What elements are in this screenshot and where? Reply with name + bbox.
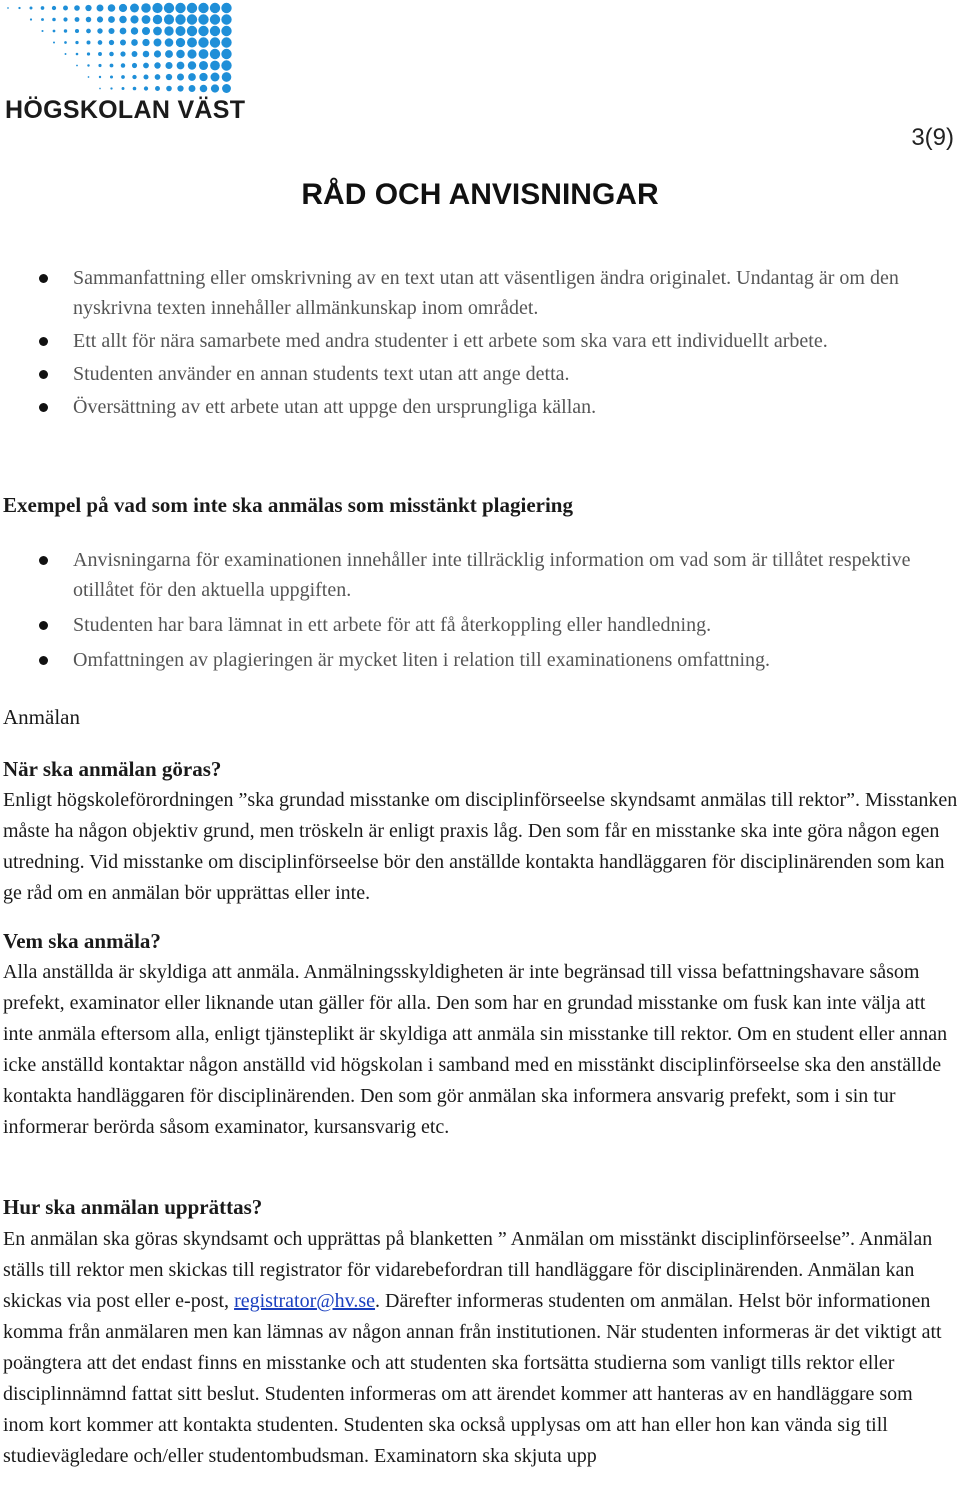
logo-dot <box>130 4 139 13</box>
bullet-icon <box>39 370 48 379</box>
logo-dot <box>153 27 162 36</box>
subheading-who: Vem ska anmäla? <box>3 929 161 953</box>
subheading-when: När ska anmälan göras? <box>3 757 222 781</box>
logo-dot <box>143 63 149 69</box>
logo-dot <box>86 29 91 34</box>
subheading-how: Hur ska anmälan upprättas? <box>3 1195 263 1219</box>
logo-dot <box>211 73 220 82</box>
logo-dot <box>221 26 231 36</box>
logo-dot <box>187 14 197 24</box>
section-heading-anmalan: Anmälan <box>3 705 80 729</box>
logo-dot <box>52 18 56 22</box>
logo-dot <box>65 53 67 55</box>
logo-dot <box>130 15 138 23</box>
logo-dot <box>131 39 138 46</box>
list-item: Studenten använder en annan students text utan att ange detta. <box>0 359 950 389</box>
logo-dot <box>141 3 151 13</box>
logo-dot <box>187 26 197 36</box>
logo-dot <box>63 17 67 21</box>
logo-dot <box>221 14 231 24</box>
logo-dot <box>41 6 45 10</box>
logo-dot <box>221 37 231 47</box>
logo-dot <box>154 39 162 47</box>
logo-dot <box>198 3 208 13</box>
list-item: Studenten har bara lämnat in ett arbete för att få återkoppling eller handledning. <box>0 610 950 640</box>
logo-dot <box>109 52 114 57</box>
paragraph-who: Alla anställda är skyldiga att anmäla. Anmälningsskyldigheten är inte begränsad till vissa befattningshavare såsom prefekt, examinator eller liknande utan gäller för alla. Den som har en grundad misstanke om fusk kan inte välja att inte anmäla eftersom alla, enligt tjänsteplikt är skyldiga att anmäla sin misstanke till rektor. Om en student eller annan icke anställd kontaktar någon anställd vid högskolan i samband med en misstänkt disciplinförseelse ska den anställde kontakta handläggaren för disciplinärenden. Den som gör anmälan ska informera ansvarig prefekt, som i sin tur informerar berörda såsom examinator, kursansvarig etc. <box>3 961 948 1138</box>
logo-dot <box>121 63 125 67</box>
logo-dot <box>166 74 172 80</box>
logo-dot <box>153 15 162 24</box>
bullet-icon <box>39 621 48 630</box>
logo-dot <box>199 61 208 70</box>
logo-dot <box>144 86 148 90</box>
logo-dot <box>132 51 138 57</box>
logo-dot <box>198 14 208 24</box>
logo-dot <box>221 49 231 59</box>
logo-dot <box>98 64 101 67</box>
logo-dot <box>221 60 231 70</box>
logo-dot <box>120 40 126 46</box>
logo-dot <box>75 17 80 22</box>
logo-dot <box>189 85 196 92</box>
logo-dot <box>121 75 125 79</box>
logo-dot <box>187 49 196 58</box>
logo-dot <box>88 76 90 78</box>
logo-dot <box>132 75 136 79</box>
logo-dot <box>210 37 220 47</box>
logo-dot <box>110 64 114 68</box>
logo-dot <box>131 27 138 34</box>
logo-dot <box>175 14 185 24</box>
hogskolan-vast-logo <box>0 0 246 125</box>
section-heading-examples: Exempel på vad som inte ska anmälas som misstänkt plagiering <box>3 493 573 517</box>
logo-dot <box>97 16 103 22</box>
logo-dot <box>18 7 20 9</box>
logo-dot <box>99 76 101 78</box>
logo-dot <box>87 52 90 55</box>
logo-dot <box>85 5 91 11</box>
logo-dot <box>165 50 173 58</box>
logo-dot <box>210 26 220 36</box>
logo-dot <box>110 87 112 89</box>
logo-dot <box>188 73 196 81</box>
logo-dot <box>210 49 220 59</box>
logo-dot <box>76 53 79 56</box>
logo-dot <box>133 87 137 91</box>
list-item: Omfattningen av plagieringen är mycket liten i relation till examinationens omfattning. <box>0 645 950 675</box>
logo-dot <box>108 28 114 34</box>
logo-dot <box>63 6 68 11</box>
logo-dot <box>52 6 56 10</box>
logo-dot <box>108 4 116 12</box>
logo-dot <box>155 74 161 80</box>
logo-dot <box>222 72 232 82</box>
logo-dot <box>86 40 90 44</box>
document-title: RÅD OCH ANVISNINGAR <box>301 178 659 211</box>
paragraph-when: Enligt högskoleförordningen ”ska grundad misstanke om disciplinförseelse skyndsamt anmälas till rektor”. Misstanken måste ha någon objektiv grund, men tröskeln är enligt praxis låg. Den som får en misstanke ska inte göra någon egen utredning. Vid misstanke om disciplinförseelse bör den anställde kontakta handläggaren för disciplinärenden som kan ge råd om en anmälan bör upprättas eller inte. <box>3 789 958 904</box>
logo-dot <box>211 84 219 92</box>
logo-dot <box>164 26 173 35</box>
bullet-icon <box>39 556 48 565</box>
logo-dot <box>120 28 127 35</box>
logo-dot <box>99 88 101 90</box>
logo-dot <box>155 86 160 91</box>
logo-dot <box>143 74 148 79</box>
logo-dot <box>154 50 161 57</box>
logo-dot <box>198 37 208 47</box>
logo-dot <box>98 52 102 56</box>
logo-dot <box>143 51 150 58</box>
bullet-icon <box>39 403 48 412</box>
logo-dot <box>30 18 32 20</box>
logo-dot <box>177 62 185 70</box>
logo-dot <box>41 30 43 32</box>
logo-dot <box>132 63 137 68</box>
logo-dot <box>53 30 56 33</box>
logo-dot <box>187 38 197 48</box>
logo-dot <box>165 38 174 47</box>
logo-dot <box>187 3 197 13</box>
logo-dot <box>199 49 209 59</box>
logo-dot <box>210 14 220 24</box>
logo-dot <box>177 73 184 80</box>
logo-dot-pattern-icon <box>0 0 240 100</box>
logo-dot <box>210 61 220 71</box>
logo-dot <box>152 3 162 13</box>
logo-dot <box>64 29 67 32</box>
logo-dot <box>119 4 127 12</box>
logo-dot <box>222 84 231 93</box>
registrator-email-link[interactable]: registrator@hv.se <box>234 1290 376 1312</box>
logo-dot <box>177 85 183 91</box>
logo-dot <box>53 41 55 43</box>
logo-dot <box>87 64 89 66</box>
logo-dot <box>154 62 160 68</box>
paragraph-how: En anmälan ska göras skyndsamt och upprättas på blanketten ” Anmälan om misstänkt disciplinförseelse”. Anmälan ställs till rektor men skickas till registrator för vidarebefordran till handläggare för disciplinärenden. Anmälan kan skickas via post eller e-post, registrator@hv.se. Därefter informeras studenten om anmälan. Helst bör informationen komma från anmälaren men kan lämnas av någon annan från institutionen. När studenten informeras är det viktigt att poängtera att det endast finns en misstanke och att studenten ska fortsätta studierna som vanligt tills rektor eller disciplinnämnd fattat sitt beslut. Studenten informeras om att ärendet kommer att hanteras av en handläggare som inom kort kommer att kontakta studenten. Studenten ska också upplysas om att han eller hon kan vända sig till studievägledare och/eller studentombudsman. Examinatorn ska skjuta upp <box>3 1228 942 1467</box>
logo-dot <box>199 73 207 81</box>
list-item: Ett allt för nära samarbete med andra studenter i ett arbete som ska vara ett individuellt arbete. <box>0 326 950 356</box>
logo-dot <box>122 87 125 90</box>
logo-dot <box>176 50 185 59</box>
logo-dot <box>210 3 220 13</box>
logo-dot <box>200 85 208 93</box>
bullet-icon <box>39 656 48 665</box>
logo-dot <box>119 16 126 23</box>
bullet-icon <box>39 274 48 283</box>
logo-dot <box>142 27 150 35</box>
list-item: Sammanfattning eller omskrivning av en text utan att väsentligen ändra originalet. Undantag är om den nyskrivna texten innehåller allmänkunskap inom området. <box>0 263 950 323</box>
logo-dot <box>74 5 80 11</box>
logo-dot <box>75 29 79 33</box>
logo-dot <box>164 3 174 13</box>
logo-dot <box>30 7 33 10</box>
logo-dot <box>166 86 172 92</box>
logo-dot <box>75 41 78 44</box>
logo-dot <box>221 3 231 13</box>
bullet-icon <box>39 337 48 346</box>
list-item: Anvisningarna för examinationen innehåller inte tillräcklig information om vad som är tillåtet respektive otillåtet för den aktuella uppgiften. <box>0 545 950 605</box>
logo-dot <box>188 61 196 69</box>
plagiarism-examples-list <box>0 263 950 422</box>
logo-dot <box>98 40 103 45</box>
logo-dot <box>64 41 67 44</box>
logo-dot <box>97 28 102 33</box>
logo-dot <box>76 65 78 67</box>
logo-dot <box>108 16 115 23</box>
logo-dot <box>142 15 151 24</box>
logo-dot <box>176 38 185 47</box>
logo-dot <box>97 5 104 12</box>
logo-dot <box>198 26 208 36</box>
list-item: Översättning av ett arbete utan att uppge den ursprungliga källan. <box>0 392 950 422</box>
logo-dot <box>86 17 92 23</box>
page-number: 3(9) <box>911 124 954 151</box>
logo-dot <box>165 62 172 69</box>
logo-dot <box>175 3 185 13</box>
logo-dot <box>7 7 9 9</box>
logo-dot <box>110 75 113 78</box>
not-reportable-list <box>0 545 950 675</box>
logo-dot <box>120 51 125 56</box>
logo-dot <box>142 39 149 46</box>
logo-text: HÖGSKOLAN VÄST <box>5 96 246 124</box>
logo-dot <box>175 26 185 36</box>
logo-dot <box>41 18 44 21</box>
logo-dot <box>109 40 114 45</box>
logo-dot <box>164 14 174 24</box>
